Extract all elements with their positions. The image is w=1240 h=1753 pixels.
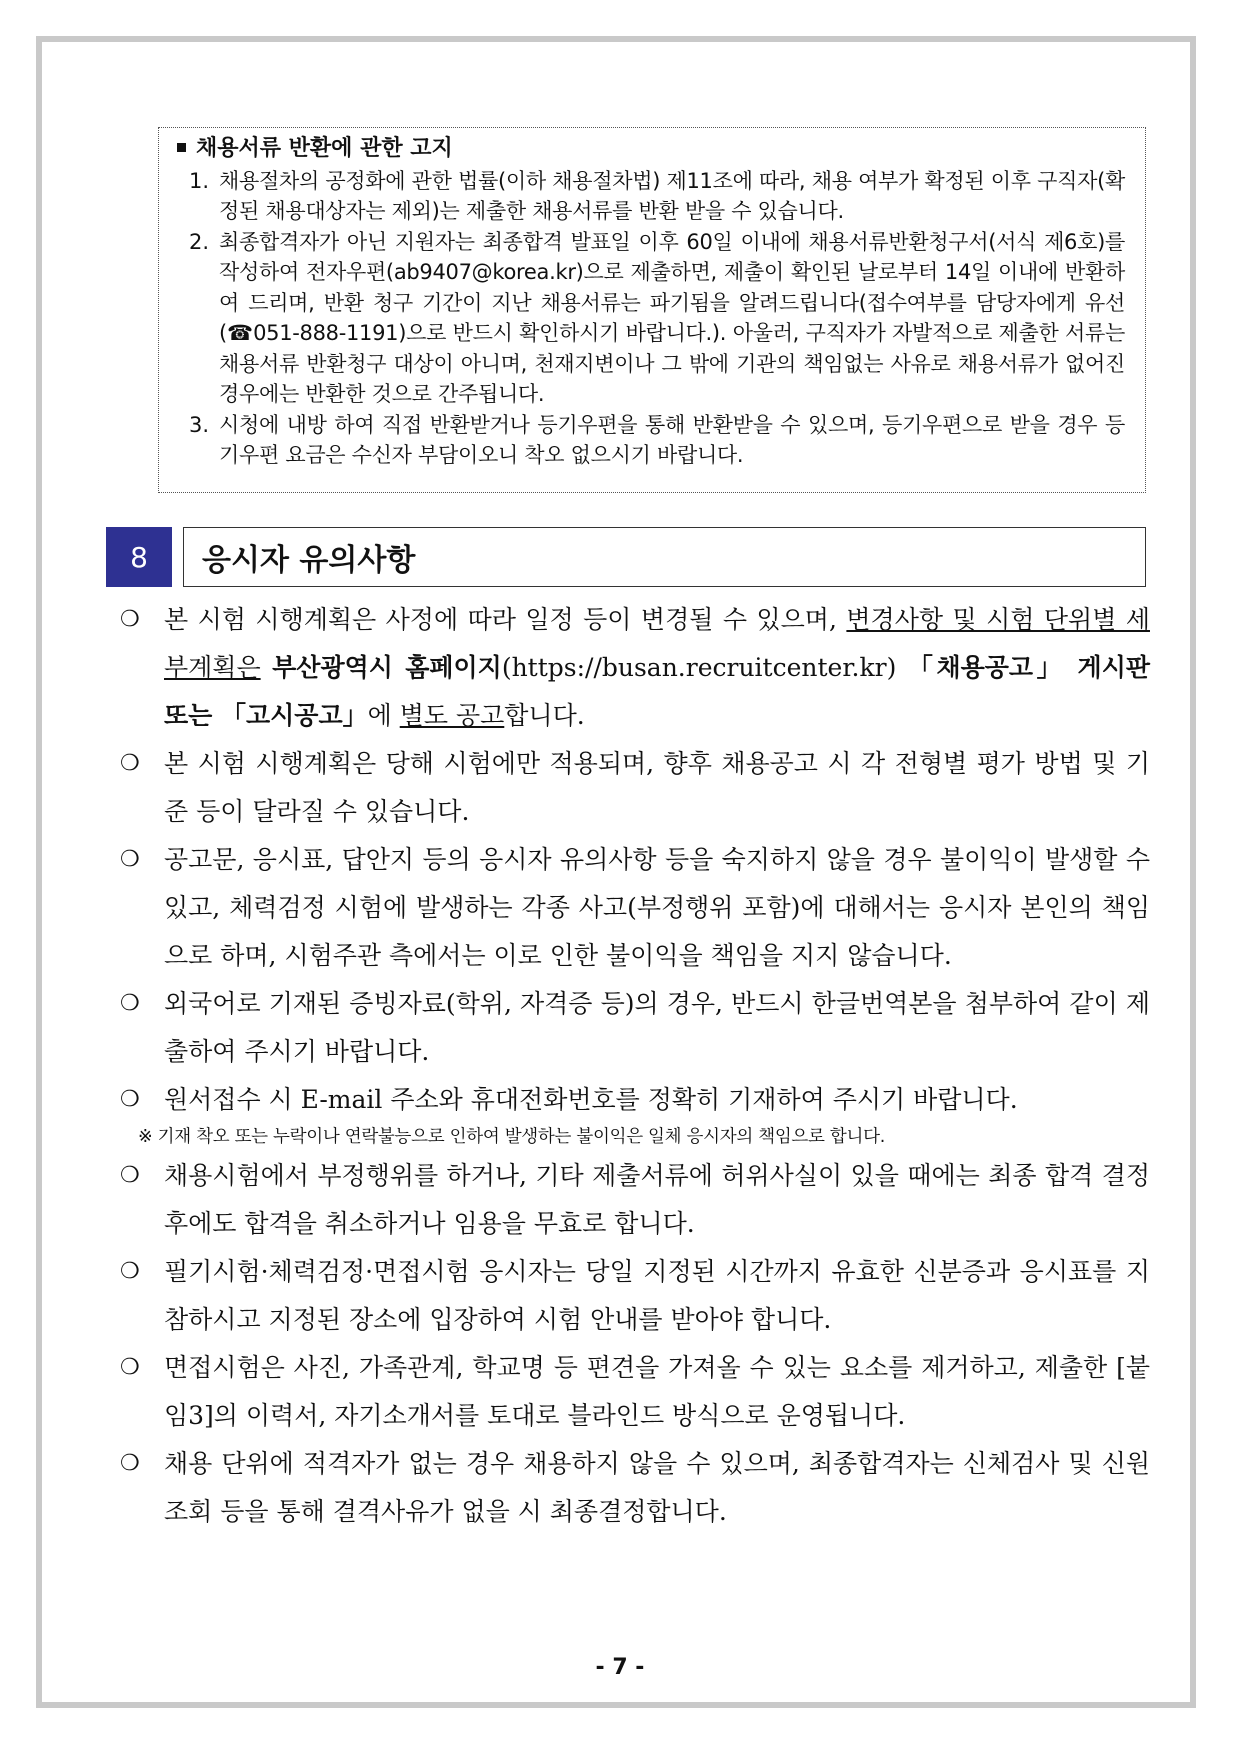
page-number: - 7 -: [595, 1655, 645, 1680]
underlined-text: 변경사항 및 시험 단위별 세부계획은: [164, 605, 1150, 682]
list-item: ❍ 면접시험은 사진, 가족관계, 학교명 등 편견을 가져올 수 있는 요소를 제거하고, 제출한 [붙임3]의 이력서, 자기소개서를 토대로 블라인드 방식으로 운영됩니다.: [120, 1344, 1150, 1440]
document-return-notice: [158, 127, 1146, 493]
list-item: ❍ 공고문, 응시표, 답안지 등의 응시자 유의사항 등을 숙지하지 않을 경우 불이익이 발생할 수 있고, 체력검정 시험에 발생하는 각종 사고(부정행위 포함)에 대해서는 응시자 본인의 책임으로 하며, 시험주관 측에서는 이로 인한 불이익을 책임을 지지 않습니다.: [120, 836, 1150, 980]
circle-bullet-icon: ❍: [120, 607, 140, 632]
footnote: ※ 기재 착오 또는 누락이나 연락불능으로 인하여 발생하는 불이익은 일체 응시자의 책임으로 합니다.: [138, 1127, 885, 1147]
circle-bullet-icon: ❍: [120, 1259, 140, 1284]
section-number: 8: [106, 527, 172, 587]
homepage-url: (https://busan.recruitcenter.kr): [501, 653, 908, 682]
list-item: ❍ 필기시험·체력검정·면접시험 응시자는 당일 지정된 시간까지 유효한 신분증과 응시표를 지참하시고 지정된 장소에 입장하여 시험 안내를 받아야 합니다.: [120, 1248, 1150, 1344]
circle-bullet-icon: ❍: [120, 1163, 140, 1188]
circle-bullet-icon: ❍: [120, 847, 140, 872]
list-item: ❍ 외국어로 기재된 증빙자료(학위, 자격증 등)의 경우, 반드시 한글번역본을 첨부하여 같이 제출하여 주시기 바랍니다.: [120, 980, 1150, 1076]
homepage-name: 부산광역시 홈페이지: [272, 653, 502, 682]
list-item: ❍ 원서접수 시 E-mail 주소와 휴대전화번호를 정확히 기재하여 주시기 바랍니다.: [120, 1076, 1150, 1124]
section-title: 응시자 유의사항: [183, 527, 1146, 587]
square-bullet-icon: [177, 143, 186, 152]
circle-bullet-icon: ❍: [120, 751, 140, 776]
notice-item: 2. 최종합격자가 아닌 지원자는 최종합격 발표일 이후 60일 이내에 채용서류반환청구서(서식 제6호)를 작성하여 전자우편(ab9407@korea.kr)으로 제출하면, 제출이 확인된 날로부터 14일 이내에 반환하여 드리며, 반환 청구 기간이 지난 채용서류는 파기됨을 알려드립니다(접수여부를 담당자에게 유선(☎051-888-1191)으로 반드시 확인하시기 바랍니다.). 아울러, 구직자가 자발적으로 제출한 서류는 채용서류 반환청구 대상이 아니며, 천재지변이나 그 밖에 기관의 책임없는 사유로 채용서류가 없어진 경우에는 반환한 것으로 간주됩니다.: [189, 229, 1125, 406]
precautions-list: [120, 596, 1150, 1536]
notice-item: 3. 시청에 내방 하여 직접 반환받거나 등기우편을 통해 반환받을 수 있으며, 등기우편으로 받을 경우 등기우편 요금은 수신자 부담이오니 착오 없으시기 바랍니다.: [189, 412, 1125, 467]
circle-bullet-icon: ❍: [120, 991, 140, 1016]
circle-bullet-icon: ❍: [120, 1087, 140, 1112]
list-item: ❍ 채용 단위에 적격자가 없는 경우 채용하지 않을 수 있으며, 최종합격자는 신체검사 및 신원조회 등을 통해 결격사유가 없을 시 최종결정합니다.: [120, 1440, 1150, 1536]
board-name: 「채용공고」 게시판 또는 「고시공고」: [164, 653, 1150, 730]
list-item: ❍ 채용시험에서 부정행위를 하거나, 기타 제출서류에 허위사실이 있을 때에는 최종 합격 결정 후에도 합격을 취소하거나 임용을 무효로 합니다.: [120, 1152, 1150, 1248]
circle-bullet-icon: ❍: [120, 1451, 140, 1476]
notice-title: 채용서류 반환에 관한 고지: [177, 134, 1125, 165]
circle-bullet-icon: ❍: [120, 1355, 140, 1380]
list-item: ❍ 본 시험 시행계획은 사정에 따라 일정 등이 변경될 수 있으며, 변경사항 및 시험 단위별 세부계획은 부산광역시 홈페이지(https://busan.recruitcenter.kr) 「채용공고」 게시판 또는 「고시공고」에 별도 공고합니다.: [120, 596, 1150, 740]
list-item: ❍ 본 시험 시행계획은 당해 시험에만 적용되며, 향후 채용공고 시 각 전형별 평가 방법 및 기준 등이 달라질 수 있습니다.: [120, 740, 1150, 836]
underlined-text: 별도 공고: [399, 701, 505, 730]
notice-item: 1. 채용절차의 공정화에 관한 법률(이하 채용절차법) 제11조에 따라, 채용 여부가 확정된 이후 구직자(확정된 채용대상자는 제외)는 제출한 채용서류를 반환 받을 수 있습니다.: [189, 168, 1125, 223]
